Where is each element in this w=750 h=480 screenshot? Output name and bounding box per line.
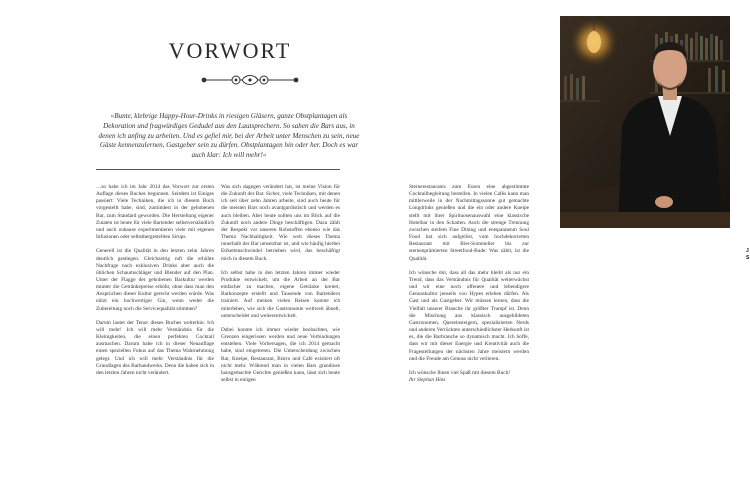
page-title: VORWORT (168, 38, 292, 63)
paragraph: Generell ist die Qualität in den letzten zehn Jahren deutlich gestiegen. Gleichzeitig ruft die erhöhte Nachfrage nach exklusiven Drinks aber auch die üblichen Schaumschläger und Blender auf den Plan. Unter der Flagge der gehobenen Barkultur werden munter die Getränkepreise erhöht, ohne dass man den Ansprüchen dieser Kultur gerecht werden würde. Was nützt ein hochwertiger Gin, wenn weder die Zubereitung noch die Servicequalität stimmen? (96, 248, 214, 312)
text-column-1 (96, 184, 214, 384)
intro-quote: »Bunte, klebrige Happy-Hour-Drinks in riesigen Gläsern, ganze Obstplantagen als Dekoration und fragwürdiges Gedudel aus den Lautsprechern. So sahen die Bars aus, in denen ich anfing zu arbeiten. Und es gefiel mir, bei der Arbeit unter Menschen zu sein, neue Gäste kennenzulernen, Gastgeber sein zu dürfen. Obstplantagen hin oder her. Doch es war auch klar: Ich will mehr!« (98, 112, 360, 160)
author-photo (560, 16, 730, 228)
text-column-3 (409, 184, 529, 391)
paragraph: …so habe ich im Jahr 2014 das Vorwort zur ersten Auflage dieses Buches begonnen. Seitdem ist Einiges passiert: Viele Techniken, die ich in diesem Buch vorgestellt habe, sind, zumindest in der gehobenen Bar, zum Standard geworden. Die Herstellung eigener Zutaten ist heute für viele Bartender selbstverständlich und auch zuhause experimentieren viele mit eigenen Infusionen oder selbsthergestellten Sirups. (96, 184, 214, 241)
paragraph: Ich wünsche mir, dass all das mehr bleibt als nur ein Trend, dass das Verständnis für Qualität weiterwächst und wir eine noch offenere und lebendigere Genusskultur jenseits von Hypes erleben dürfen. Als Gast und als Gastgeber. Wir müssen lernen, dass die Vielfalt unserer Branche ihr größter Trumpf ist. Denn die Mischung aus klassisch ausgebildeten Gastronomen, Quereinsteigern, spezialisierten Nerds und anderen Verrückten unterschiedlichster Herkunft ist es, die die Barbranche so dynamisch macht. Ich hoffe, dass wir mit dieser Energie und Kreativität auch die Fragestellungen der nächsten Jahre meistern werden und die Freude am Genuss nicht verlieren. (409, 269, 529, 362)
portrait-image (560, 16, 730, 228)
ornament-divider-icon (200, 72, 300, 88)
edge-mark: S (746, 255, 750, 261)
paragraph: Dabei konnte ich immer wieder beobachten, wie Grenzen eingerissen werden und neue Verbindungen entstehen. Viele Vorhersagen, die ich 2014 gemacht habe, sind eingetreten. Die Unterscheidung zwischen Bar, Kneipe, Restaurant, Bistro und Café existiert oft nicht mehr. Während man in vielen Bars grandiose hausgemachte Gerichte genießen kann, lässt sich heute selbst in einigen (221, 327, 340, 384)
paragraph: Ich selbst habe in den letzten Jahren immer wieder Produkte entwickelt, um die Arbeit an der Bar einfacher zu machen, eigene Getränke kreiert, Barkonzepte erstellt und Tausende von Bartendern trainiert. Auf meinen vielen Reisen konnte ich miterleben, wie sich die Gastronomie weltweit ähnelt, unterscheidet und weiterentwickelt. (221, 269, 340, 319)
paragraph: Sternerestaurants zum Essen eine abgestimmte Cocktailbegleitung bestellen. In vielen Cafés kann man mittlerweile in der Nachmittagssonne gut gemachte Longdrinks genießen und die ein oder andere Kneipe stellt mit ihrer Spirituosenauswahl eine klassische Hotelbar in den Schatten. Auch die strenge Trennung zwischen steifem Fine Dining und entspannenm Soul Food hat sich aufgelöst, vom hochdekorierten Restaurant mit Bier-Sommelier bis zur sternenprämierten Streetfood-Bude. Was zählt, ist die Qualität. (409, 184, 529, 262)
text-column-2 (221, 184, 340, 391)
paragraph: Darum lautet der Tenor dieses Buches weiterhin: Ich will mehr! Ich will mehr Verständnis für die Kleinigkeiten, die einen perfekten Cocktail ausmachen. Darum habe ich in dieser Neuauflage einen speziellen Fokus auf das Thema Wahrnehmung gelegt. Und ich will mehr Verständnis für die Grundlagen des Barhandwerks. Denn die haben sich in den letzten Jahren nicht verändert. (96, 319, 214, 376)
edge-marks (746, 248, 749, 262)
section-divider (96, 169, 340, 170)
signature: Ihr Stephan Hinz (409, 377, 446, 384)
closing-line: Ich wünsche Ihnen viel Spaß mit diesem Buch! (409, 369, 511, 376)
paragraph: Was sich dagegen verändert hat, ist meine Vision für die Zukunft der Bar. Sicher, viele Techniken, mit denen ich seit über zehn Jahren arbeite, sind auch heute für die meisten Bars noch avantgardistisch und werden es auch bleiben. Aber heute sollten uns im Blick auf die Zukunft noch andere Dinge beschäftigen. Dazu zählt der Respekt vor unseren Rohstoffen ebenso wie das Thema Nachhaltigkeit. Wie weit dieses Thema innerhalb der Bar umsetzbar ist, und wie häufig hierbei Etikettenschwindel betrieben wird, das beschäftigt mich in diesem Buch. (221, 184, 340, 262)
edge-mark: J (746, 248, 749, 254)
